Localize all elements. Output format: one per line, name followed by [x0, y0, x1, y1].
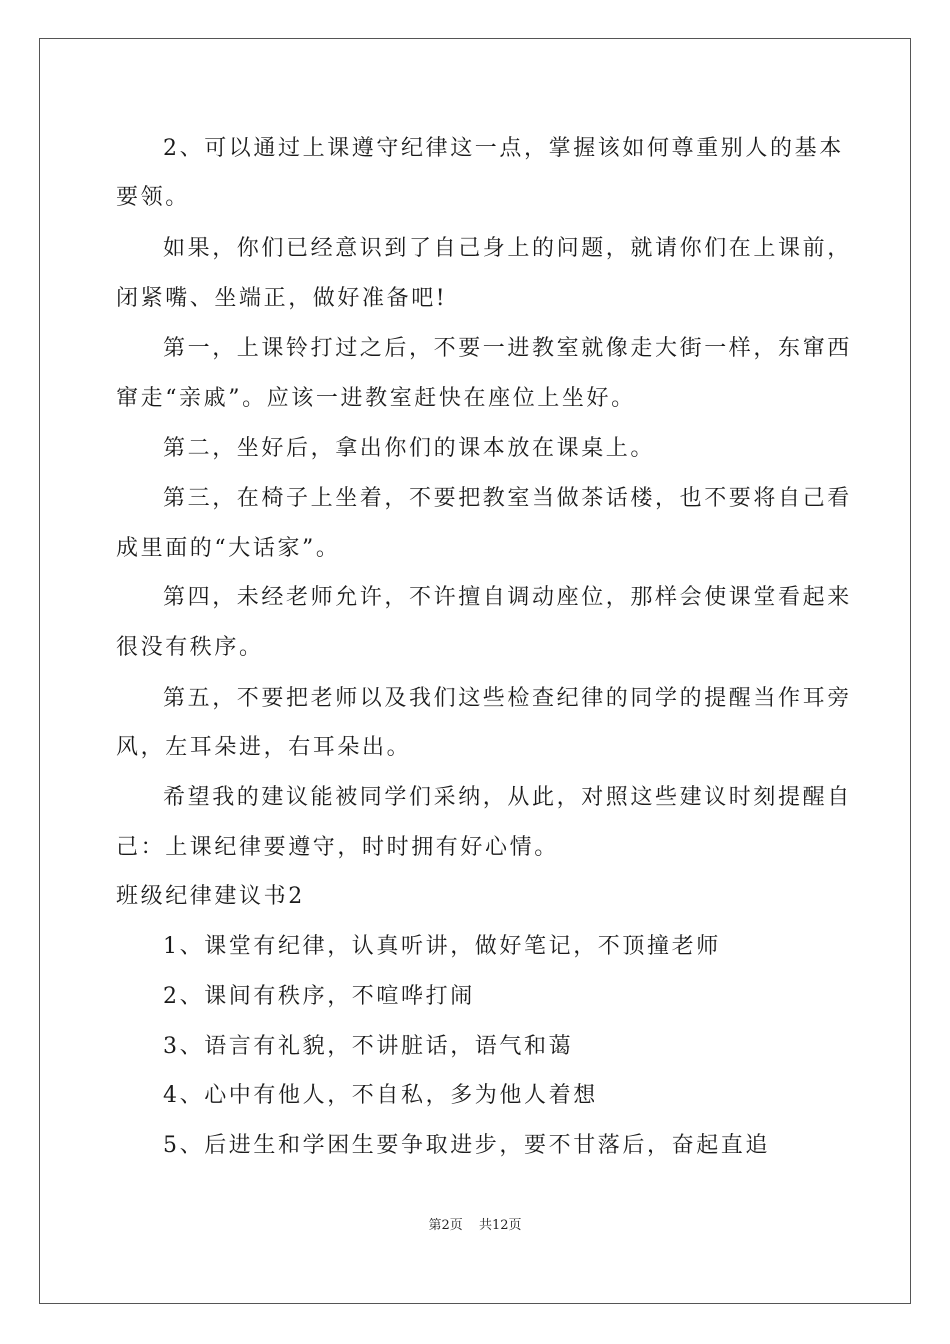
page-footer	[0, 1218, 950, 1234]
page-number: 第2页	[428, 1218, 463, 1233]
paragraph-line: 第二，坐好后，拿出你们的课本放在课桌上。	[163, 436, 656, 461]
paragraph-line: 很没有秩序。	[116, 635, 264, 660]
page-total: 共12页	[478, 1218, 522, 1233]
paragraph-line: 要领。	[116, 185, 190, 210]
list-item: 3、语言有礼貌，不讲脏话，语气和蔼	[163, 1034, 574, 1059]
list-item: 5、后进生和学困生要争取进步，要不甘落后，奋起直追	[163, 1133, 770, 1158]
paragraph-line: 2、可以通过上课遵守纪律这一点，掌握该如何尊重别人的基本	[163, 136, 844, 161]
paragraph-line: 如果，你们已经意识到了自己身上的问题，就请你们在上课前，	[163, 236, 852, 261]
list-item: 2、课间有秩序，不喧哗打闹	[163, 984, 475, 1009]
paragraph-line: 第五，不要把老师以及我们这些检查纪律的同学的提醒当作耳旁	[163, 686, 852, 711]
paragraph-line: 成里面的“大话家”。	[116, 536, 341, 561]
paragraph-line: 第一，上课铃打过之后，不要一进教室就像走大街一样，东窜西	[163, 336, 852, 361]
paragraph-line: 第四，未经老师允许，不许擅自调动座位，那样会使课堂看起来	[163, 585, 852, 610]
section-heading: 班级纪律建议书2	[116, 884, 305, 909]
list-item: 1、课堂有纪律，认真听讲，做好笔记，不顶撞老师	[163, 934, 721, 959]
paragraph-line: 风，左耳朵进，右耳朵出。	[116, 735, 412, 760]
paragraph-line: 第三，在椅子上坐着，不要把教室当做茶话楼，也不要将自己看	[163, 486, 852, 511]
page-border	[39, 38, 911, 1304]
list-item: 4、心中有他人，不自私，多为他人着想	[163, 1083, 598, 1108]
paragraph-line: 己：上课纪律要遵守，时时拥有好心情。	[116, 835, 559, 860]
paragraph-line: 闭紧嘴、坐端正，做好准备吧!	[116, 286, 448, 311]
paragraph-line: 窜走“亲戚”。应该一进教室赶快在座位上坐好。	[116, 386, 636, 411]
paragraph-line: 希望我的建议能被同学们采纳，从此，对照这些建议时刻提醒自	[163, 785, 852, 810]
